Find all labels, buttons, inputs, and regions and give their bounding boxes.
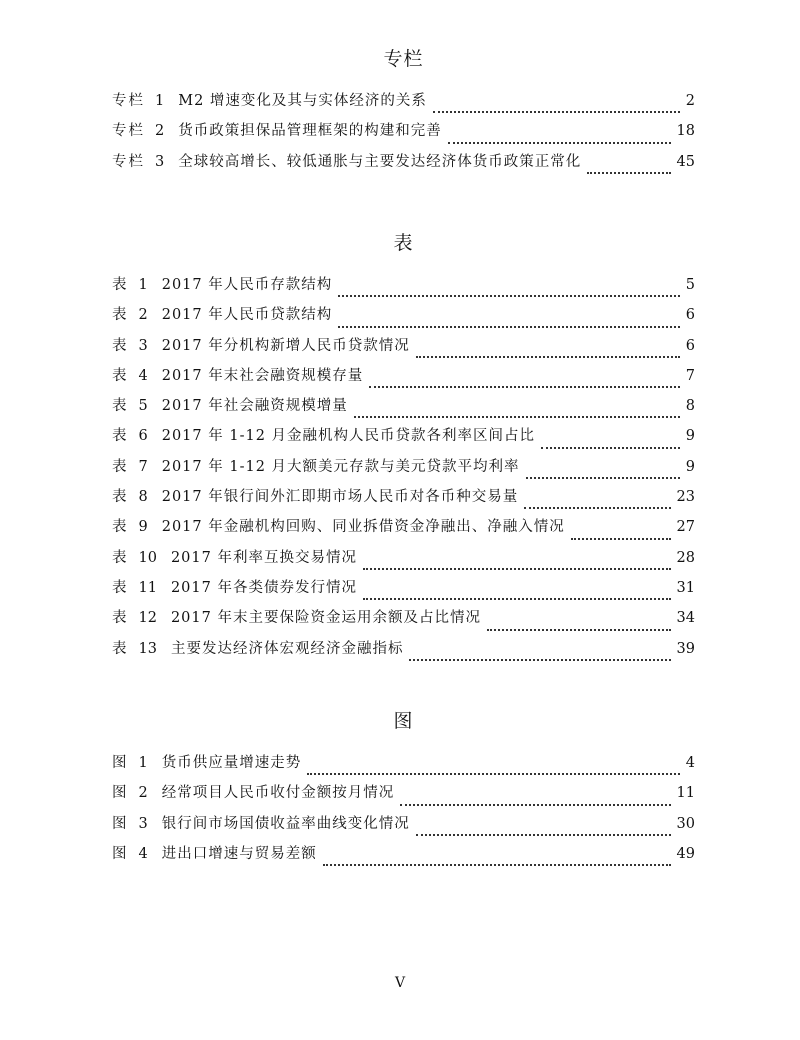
- toc-entry-title: 2017 年末社会融资规模存量: [161, 367, 364, 384]
- toc-entry-number: 2: [138, 785, 148, 802]
- toc-entry-page: 49: [676, 845, 695, 862]
- toc-entry-title: 主要发达经济体宏观经济金融指标: [170, 640, 404, 657]
- boxes-list: [112, 89, 695, 180]
- toc-entry[interactable]: [112, 150, 695, 180]
- toc-entry-title: 2017 年人民币贷款结构: [161, 307, 333, 324]
- toc-entry[interactable]: [112, 515, 695, 545]
- toc-entry-number: 9: [138, 519, 148, 536]
- toc-entry[interactable]: [112, 781, 695, 811]
- dot-leader: [416, 355, 680, 358]
- toc-entry-label: 表: [112, 549, 129, 566]
- dot-leader: [433, 110, 680, 113]
- toc-entry-page: 5: [685, 277, 695, 293]
- toc-entry-number: 11: [138, 579, 157, 596]
- toc-entry-number: 8: [138, 489, 148, 506]
- tables-section-title: 表: [393, 232, 414, 254]
- toc-entry-title: 经常项目人民币收付金额按月情况: [161, 785, 395, 802]
- toc-entry[interactable]: [112, 576, 695, 606]
- toc-entry[interactable]: [112, 89, 695, 119]
- toc-entry-number: 1: [138, 277, 148, 293]
- toc-entry[interactable]: [112, 394, 695, 424]
- toc-entry-title: 货币政策担保品管理框架的构建和完善: [178, 123, 442, 140]
- toc-entry-page: 11: [676, 785, 695, 802]
- toc-entry-page: 27: [676, 519, 695, 536]
- toc-entry[interactable]: [112, 812, 695, 842]
- toc-entry-number: 12: [138, 610, 157, 627]
- toc-entry-page: 9: [685, 458, 695, 475]
- dot-leader: [416, 833, 671, 836]
- toc-entry-label: 图: [112, 755, 129, 771]
- toc-entry-label: 表: [112, 307, 129, 324]
- toc-entry-label: 表: [112, 579, 129, 596]
- toc-entry[interactable]: [112, 424, 695, 454]
- toc-entry-title: 2017 年人民币存款结构: [161, 277, 333, 293]
- toc-entry[interactable]: [112, 637, 695, 667]
- toc-entry-title: M2 增速变化及其与实体经济的关系: [178, 93, 427, 109]
- toc-entry-number: 3: [155, 153, 165, 170]
- tables-section: [112, 228, 695, 667]
- dot-leader: [323, 863, 671, 866]
- toc-entry-label: 专栏: [112, 123, 145, 140]
- toc-entry[interactable]: [112, 119, 695, 149]
- dot-leader: [587, 171, 670, 174]
- dot-leader: [448, 141, 671, 144]
- figures-section-title: 图: [393, 710, 414, 732]
- toc-entry-label: 表: [112, 489, 129, 506]
- toc-entry-number: 4: [138, 367, 148, 384]
- figures-list: [112, 751, 695, 872]
- toc-entry-number: 3: [138, 815, 148, 832]
- toc-entry-label: 专栏: [112, 153, 145, 170]
- toc-entry-label: 表: [112, 367, 129, 384]
- toc-entry[interactable]: [112, 334, 695, 364]
- toc-entry-number: 1: [155, 93, 165, 109]
- toc-entry-number: 2: [138, 307, 148, 324]
- toc-entry-label: 表: [112, 398, 129, 415]
- toc-entry-number: 13: [138, 640, 157, 657]
- toc-entry[interactable]: [112, 364, 695, 394]
- figures-section: [112, 706, 695, 872]
- dot-leader: [409, 658, 670, 661]
- toc-entry-label: 表: [112, 428, 129, 445]
- toc-entry-page: 34: [676, 610, 695, 627]
- toc-entry-number: 3: [138, 337, 148, 354]
- page-number: V: [394, 975, 406, 991]
- dot-leader: [524, 506, 670, 509]
- toc-entry-title: 2017 年末主要保险资金运用余额及占比情况: [170, 610, 481, 627]
- dot-leader: [369, 385, 680, 388]
- toc-entry-title: 2017 年分机构新增人民币贷款情况: [161, 337, 410, 354]
- toc-entry-page: 45: [676, 153, 695, 170]
- toc-entry-label: 表: [112, 640, 129, 657]
- toc-entry-title: 2017 年社会融资规模增量: [161, 398, 348, 415]
- dot-leader: [338, 325, 680, 328]
- boxes-section: [112, 44, 695, 180]
- toc-entry[interactable]: [112, 273, 695, 303]
- toc-entry-page: 31: [676, 579, 695, 596]
- dot-leader: [541, 446, 680, 449]
- toc-entry-label: 表: [112, 277, 129, 293]
- boxes-section-title: 专栏: [383, 48, 424, 70]
- toc-entry[interactable]: [112, 751, 695, 781]
- toc-entry-label: 专栏: [112, 93, 145, 109]
- toc-entry-label: 图: [112, 845, 129, 862]
- toc-entry-page: 2: [685, 93, 695, 109]
- toc-entry[interactable]: [112, 842, 695, 872]
- toc-entry-page: 23: [676, 489, 695, 506]
- dot-leader: [338, 294, 680, 297]
- toc-entry[interactable]: [112, 606, 695, 636]
- toc-entry-page: 18: [676, 123, 695, 140]
- toc-entry-number: 4: [138, 845, 148, 862]
- toc-entry-title: 2017 年各类债券发行情况: [170, 579, 357, 596]
- toc-entry-label: 表: [112, 610, 129, 627]
- toc-entry-page: 6: [685, 337, 695, 354]
- toc-entry-title: 2017 年银行间外汇即期市场人民币对各币种交易量: [161, 489, 519, 506]
- toc-entry-title: 银行间市场国债收益率曲线变化情况: [161, 815, 410, 832]
- dot-leader: [400, 803, 670, 806]
- toc-entry-title: 货币供应量增速走势: [161, 755, 302, 771]
- toc-entry-title: 2017 年 1-12 月大额美元存款与美元贷款平均利率: [161, 458, 520, 475]
- toc-entry[interactable]: [112, 303, 695, 333]
- dot-leader: [571, 537, 671, 540]
- toc-entry-page: 6: [685, 307, 695, 324]
- toc-entry-number: 10: [138, 549, 157, 566]
- toc-entry[interactable]: [112, 546, 695, 576]
- tables-list: [112, 273, 695, 667]
- toc-entry-label: 表: [112, 458, 129, 475]
- toc-entry[interactable]: [112, 455, 695, 485]
- toc-entry-label: 表: [112, 337, 129, 354]
- toc-entry-label: 图: [112, 785, 129, 802]
- toc-entry-number: 6: [138, 428, 148, 445]
- toc-entry-page: 8: [685, 398, 695, 415]
- toc-entry-title: 全球较高增长、较低通胀与主要发达经济体货币政策正常化: [178, 153, 582, 170]
- toc-entry-number: 1: [138, 755, 148, 771]
- toc-entry-page: 30: [676, 815, 695, 832]
- toc-entry-page: 4: [685, 755, 695, 771]
- toc-entry-number: 7: [138, 458, 148, 475]
- toc-entry-title: 进出口增速与贸易差额: [161, 845, 317, 862]
- dot-leader: [307, 772, 680, 775]
- toc-entry-page: 7: [685, 367, 695, 384]
- toc-entry-page: 28: [676, 549, 695, 566]
- dot-leader: [354, 415, 680, 418]
- toc-entry-title: 2017 年金融机构回购、同业拆借资金净融出、净融入情况: [161, 519, 565, 536]
- dot-leader: [526, 476, 680, 479]
- toc-entry-page: 9: [685, 428, 695, 445]
- toc-entry-number: 5: [138, 398, 148, 415]
- toc-entry-label: 表: [112, 519, 129, 536]
- dot-leader: [363, 597, 671, 600]
- toc-entry[interactable]: [112, 485, 695, 515]
- toc-entry-page: 39: [676, 640, 695, 657]
- toc-entry-number: 2: [155, 123, 165, 140]
- toc-entry-title: 2017 年利率互换交易情况: [170, 549, 357, 566]
- dot-leader: [487, 628, 671, 631]
- toc-entry-label: 图: [112, 815, 129, 832]
- dot-leader: [363, 567, 671, 570]
- toc-entry-title: 2017 年 1-12 月金融机构人民币贷款各利率区间占比: [161, 428, 536, 445]
